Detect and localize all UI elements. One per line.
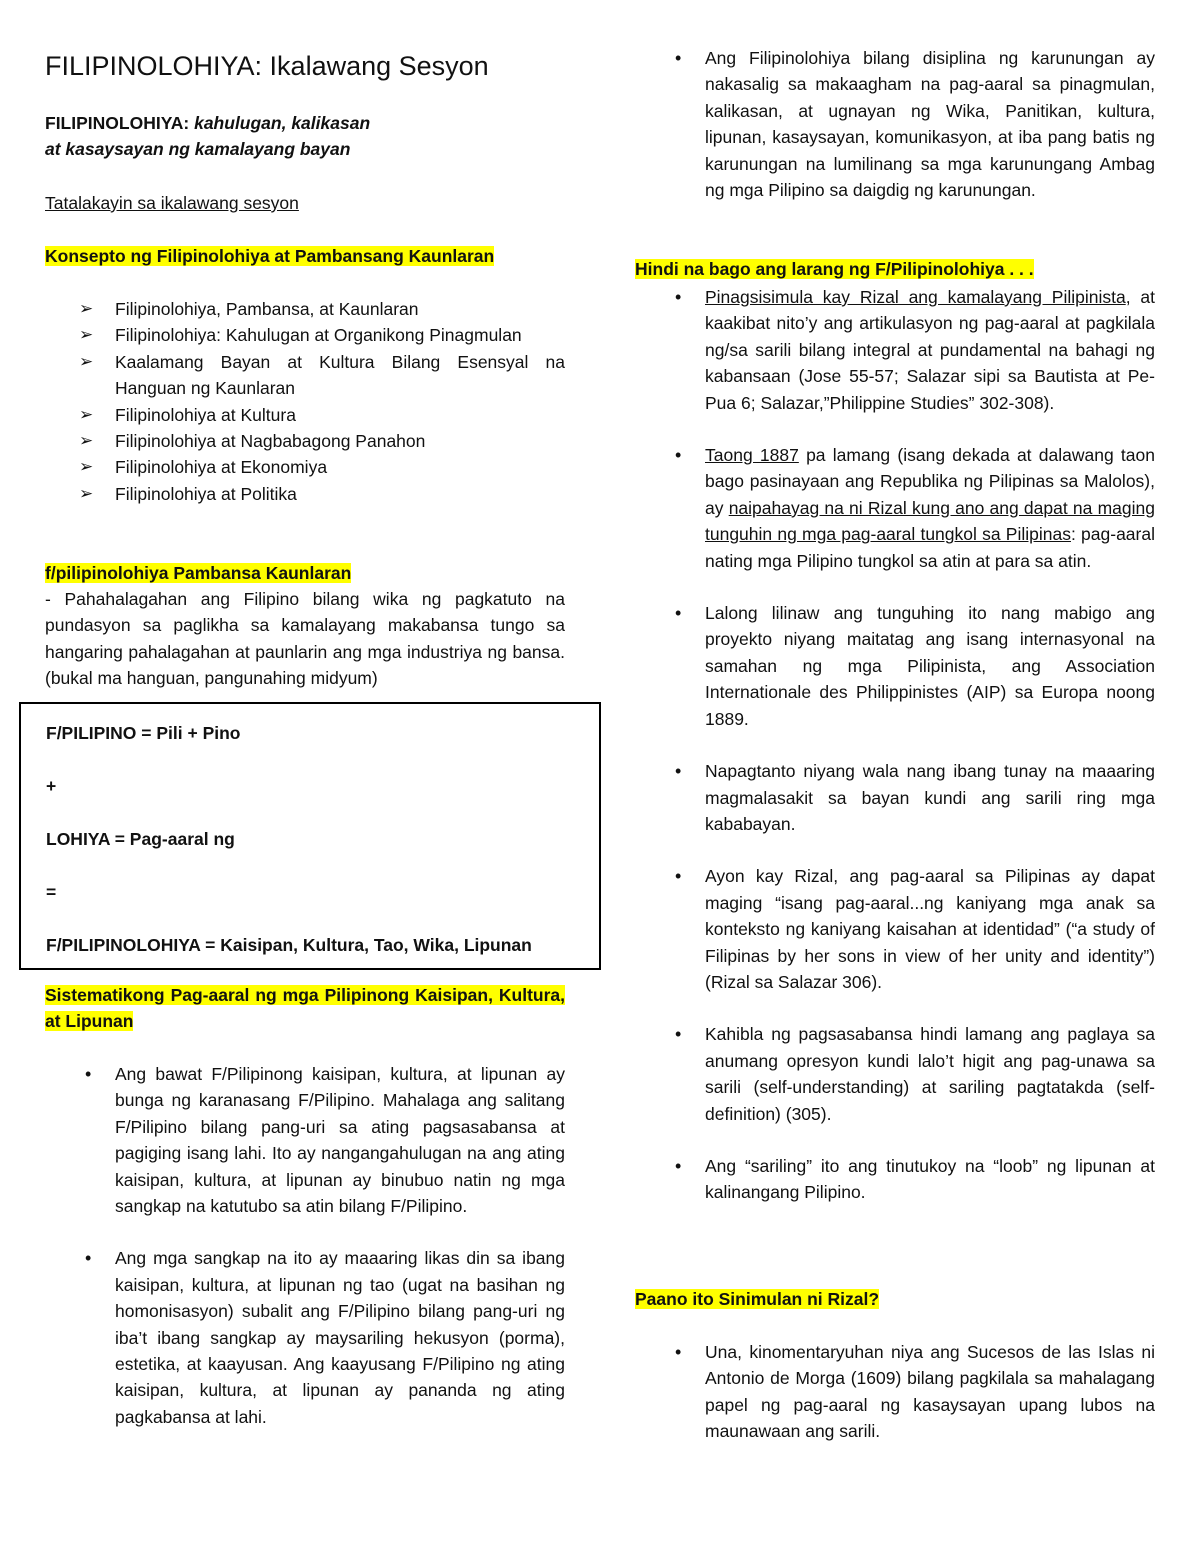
formula-box — [19, 702, 601, 970]
bullet-text: Napagtanto niyang wala nang ibang tunay na maaaring magmalasakit sa bayan kundi ang sarili ring mga kababayan. — [705, 761, 1155, 834]
topic-text: Filipinolohiya at Kultura — [115, 404, 296, 425]
dot-bullet-icon: • — [675, 866, 682, 887]
topic-text: Kaalamang Bayan at Kultura Bilang Esensyal na Hanguan ng Kaunlaran — [115, 351, 565, 399]
rizal-bullet — [635, 442, 1155, 574]
bullet-text: : pag-aaral nating mga Pilipino tungkol sa atin at para sa atin. — [705, 524, 1155, 571]
bullet-text: Lalong lilinaw ang tunguhing ito nang mabigo ang proyekto niyang maitatag ang isang internasyonal na samahan ng mga Pilipinista, ang Association Internationale des Philippinistes (AIP) sa Europa noong 1889. — [705, 603, 1155, 729]
pambansa-heading-wrap — [45, 560, 565, 586]
arrow-bullet-icon: ➢ — [79, 404, 94, 424]
rizal-list — [635, 284, 1155, 1206]
arrow-bullet-icon: ➢ — [79, 483, 94, 503]
subtitle-line2: at kasaysayan ng kamalayang bayan — [45, 139, 351, 160]
dot-bullet-icon: • — [85, 1248, 92, 1269]
concept-heading: Konsepto ng Filipinolohiya at Pambansang Kaunlaran — [45, 246, 495, 266]
arrow-bullet-icon: ➢ — [79, 457, 94, 477]
topic-item — [45, 349, 565, 402]
rizal-bullet — [635, 284, 1155, 416]
bullet-text: Kahibla ng pagsasabansa hindi lamang ang paglaya sa anumang opresyon kundi lalo’t higit ang pag-unawa sa sarili (self-understanding) at sariling pagtatakda (self-definition) (305). — [705, 1024, 1155, 1124]
arrow-bullet-icon: ➢ — [79, 351, 94, 371]
dot-bullet-icon: • — [675, 287, 682, 307]
dot-bullet-icon: • — [675, 761, 682, 782]
bullet-text: Ang Filipinolohiya bilang disiplina ng karunungan ay nakasalig sa makaagham na pag-aaral sa pinagmulan, kalikasan, at ugnayan ng Wika, Panitikan, kultura, lipunan, kasaysayan, komunikasyon, at iba pang batis ng karunungan na lumilinang sa mga karunungang Ambag ng mga Pilipino sa daigdig ng karunungan. — [705, 48, 1155, 201]
bullet-underlined: naipahayag na ni Rizal kung ano ang dapat na maging tunguhin ng mga pag-aaral tungkol sa Pilipinas — [705, 497, 1155, 545]
bullet-text: Ayon kay Rizal, ang pag-aaral sa Pilipinas ay dapat maging “isang pag-aaral...ng kaniyang mga anak sa konteksto ng kaniyang kaisahan at identidad” (“a study of Filipinas by her sons in view of her unity and identity”) (Rizal sa Salazar 306). — [705, 866, 1155, 992]
dot-bullet-icon: • — [675, 603, 682, 624]
rizal-bullet — [635, 1153, 1155, 1206]
topic-text: Filipinolohiya at Nagbabagong Panahon — [115, 431, 426, 452]
arrow-bullet-icon: ➢ — [79, 299, 94, 318]
dot-bullet-icon: • — [675, 445, 682, 466]
bullet-text: , at kaakibat nito’y ang artikulasyon ng pag-aaral at pagkilala ng/sa sarili bilang integral at pundamental na bahagi ng kabansaan (Jose 55-57; Salazar sipi sa Bautista at Pe-Pua 6; Salazar,”Philippine Studies” 302-308). — [705, 287, 1156, 413]
topic-item — [45, 322, 565, 348]
formula-line-1: F/PILIPINO = Pili + Pino — [46, 723, 241, 743]
bullet-text: Ang “sariling” ito ang tinutukoy na “loob” ng lipunan at kalinangang Pilipino. — [705, 1155, 1155, 1203]
hindi-heading-wrap — [635, 256, 1155, 282]
discuss-label: Tatalakayin sa ikalawang sesyon — [45, 193, 299, 213]
bullet-underlined: Pinagsisimula kay Rizal ang kamalayang Pilipinista — [705, 287, 1126, 307]
paano-list — [635, 1339, 1155, 1445]
bullet-text: Ang mga sangkap na ito ay maaaring likas din sa ibang kaisipan, kultura, at lipunan ng tao (ugat na basihan ng homonisasyon) subalit ang F/Pilipino bilang pang-uri ng iba’t ibang sangkap ay maysariling hekusyon (porma), estetika, at kaayusan. Ang kaayusang F/Pilipino ng ating kaisipan, kultura, at lipunan ay pananda ng ating pagkabansa at lahi. — [115, 1248, 565, 1427]
sistema-bullet — [45, 1061, 565, 1219]
page-title: FILIPINOLOHIYA: Ikalawang Sesyon — [45, 51, 489, 81]
topic-text: Filipinolohiya, Pambansa, at Kaunlaran — [115, 299, 419, 319]
dot-bullet-icon: • — [675, 1024, 682, 1045]
formula-line-2: + — [46, 776, 57, 796]
sistema-heading-wrap — [45, 982, 565, 1035]
sistema-bullet — [45, 1245, 565, 1430]
dot-bullet-icon: • — [675, 48, 682, 68]
topic-item — [45, 428, 565, 454]
subtitle-bold: FILIPINOLOHIYA: — [45, 113, 190, 133]
dot-bullet-icon: • — [675, 1342, 682, 1362]
topic-text: Filipinolohiya at Ekonomiya — [115, 457, 328, 478]
subtitle — [45, 110, 370, 163]
paano-heading: Paano ito Sinimulan ni Rizal? — [635, 1289, 880, 1309]
bullet-text: pa lamang (isang dekada at dalawang taon bago pasinayaan ang Republika ng Pilipinas sa Malolos), ay — [705, 445, 1155, 518]
rizal-bullet — [635, 758, 1155, 837]
topic-item — [45, 454, 565, 480]
hindi-heading: Hindi na bago ang larang ng F/Pilipinolohiya . . . — [635, 259, 1034, 279]
sistema-heading: Sistematikong Pag-aaral ng mga Pilipinong Kaisipan, Kultura, at Lipunan — [45, 985, 565, 1032]
topic-item — [45, 296, 565, 322]
formula-line-3: LOHIYA = Pag-aaral ng — [46, 829, 235, 849]
dot-bullet-icon: • — [675, 1155, 682, 1176]
arrow-bullet-icon: ➢ — [79, 325, 94, 345]
dot-bullet-icon: • — [85, 1064, 92, 1084]
bullet-underlined: Taong 1887 — [705, 445, 799, 466]
topic-list — [45, 296, 565, 507]
concept-heading-wrap — [45, 243, 565, 269]
topic-text: Filipinolohiya: Kahulugan at Organikong Pinagmulan — [115, 325, 522, 346]
paano-heading-wrap — [635, 1286, 1155, 1312]
subtitle-italic: kahulugan, kalikasan — [189, 113, 371, 133]
formula-line-4: = — [46, 882, 57, 902]
bullet-text: Una, kinomentaryuhan niya ang Sucesos de las Islas ni Antonio de Morga (1609) bilang pagkilala sa mahalagang papel ng pag-aaral ng kasaysayan upang lubos na maunawaan ang sarili. — [705, 1342, 1155, 1442]
rizal-bullet — [635, 863, 1155, 995]
topic-item — [45, 481, 565, 507]
topic-item — [45, 402, 565, 428]
arrow-bullet-icon: ➢ — [79, 431, 94, 451]
rizal-bullet — [635, 600, 1155, 732]
rizal-bullet — [635, 1021, 1155, 1127]
topic-text: Filipinolohiya at Politika — [115, 483, 297, 504]
bullet-text: Ang bawat F/Pilipinong kaisipan, kultura, at lipunan ay bunga ng karanasang F/Pilipino. Mahalaga ang salitang F/Pilipino bilang pang-uri sa ating pagsasabansa at pagiging isang lahi. Ito ay nangangahulugan na ang ating kaisipan, kultura, at lipunan ay binubuo natin ng mga sangkap na katutubo sa atin bilang F/Pilipino. — [115, 1064, 565, 1217]
pambansa-heading: f/pilipinolohiya Pambansa Kaunlaran — [45, 563, 352, 583]
intro-bullet — [635, 45, 1155, 203]
paano-bullet — [635, 1339, 1155, 1445]
pambansa-text: - Pahahalagahan ang Filipino bilang wika ng pagkatuto na pundasyon sa paglikha sa kamalayang makabansa tungo sa hangaring pahalagahan at paunlarin ang mga industriya ng bansa. (bukal ma hanguan, pangunahing midyum) — [45, 589, 565, 689]
sistema-list — [45, 1061, 565, 1430]
formula-line-5: F/PILIPINOLOHIYA = Kaisipan, Kultura, Tao, Wika, Lipunan — [46, 935, 532, 955]
intro-list — [635, 45, 1155, 203]
